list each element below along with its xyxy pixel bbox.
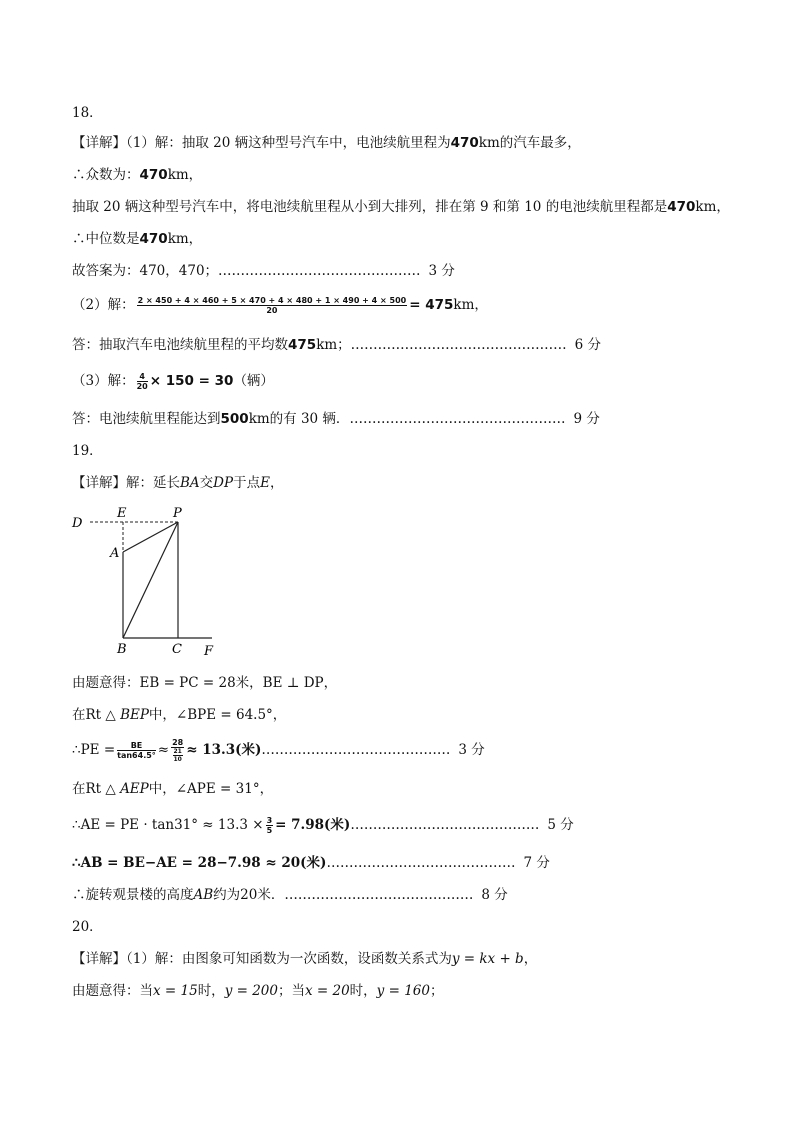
q18-number: 18．: [72, 105, 103, 121]
q20-number: 20．: [72, 919, 103, 935]
q18-line3: 抽取 20 辆这种型号汽车中，将电池续航里程从小到大排列，排在第 9 和第 10 的电池续航里程都是470km，: [72, 199, 730, 215]
label-P: P: [173, 506, 182, 521]
q18-line7: 答：抽取汽车电池续航里程的平均数475km；………………………………………… 6 分: [72, 337, 602, 353]
q19-line1: 【详解】解：延长BA交DP于点E，: [72, 475, 284, 491]
ratio-fraction: $\frac{4}{20}$: [136, 372, 148, 391]
q18-line6: （2）解： $\frac{2 \times 450 + 4 \times 460 + 5 \times 470 + 4 \times 480 + 1 \times 490 + 4 \times 500}{20}$ = 475km，: [72, 296, 488, 315]
label-D: D: [72, 516, 83, 531]
q19-line5: 在Rt △ AEP中，∠APE = 31°，: [72, 781, 274, 797]
geometry-figure: [64, 500, 224, 660]
score-3: 3 分: [428, 263, 455, 279]
three-fifths-fraction: $\frac{3}{5}$: [266, 816, 273, 835]
label-F: F: [204, 644, 214, 659]
q19-line6: ∴AE = PE · tan31° ≈ 13.3 × $\frac{3}{5}$ = 7.98(米)…………………………………… 5 分: [72, 816, 574, 835]
q20-tag: 【详解】: [72, 951, 126, 967]
q20-line1: 【详解】（1）解：由图象可知函数为一次函数，设函数关系式为y = kx + b，: [72, 951, 538, 967]
q19-line8: ∴旋转观景楼的高度AB约为20米．…………………………………… 8 分: [72, 887, 508, 903]
tan-approx-fraction: $\frac{28}{\frac{21}{10}}$: [172, 738, 184, 763]
q18-line5: 故答案为：470，470；……………………………………… 3 分: [72, 263, 455, 279]
q18-tag: 【详解】: [72, 135, 126, 151]
q19-line3: 在Rt △ BEP中，∠BPE = 64.5°，: [72, 707, 287, 723]
score-9: 9 分: [573, 411, 600, 427]
score-5: 5 分: [547, 817, 574, 833]
label-E: E: [117, 506, 127, 521]
mean-fraction: $\frac{2 \times 450 + 4 \times 460 + 5 \times 470 + 4 \times 480 + 1 \times 490 + 4 \times 500}{20}$: [137, 296, 407, 315]
score-6: 6 分: [574, 337, 602, 353]
q18-line8: （3）解： $\frac{4}{20}$ × 150 = 30（辆）: [72, 372, 274, 391]
q19-line4: ∴PE = $\frac{BE}{\tan 64.5^\circ}$ ≈ $\frac{28}{\frac{21}{10}}$ ≈ 13.3(米)…………………………………… 3 分: [72, 738, 485, 763]
q20-line2: 由题意得：当x = 15时，y = 200；当x = 20时，y = 160；: [72, 983, 444, 999]
segment-AP: [123, 522, 178, 552]
segment-BP: [123, 522, 178, 638]
q19-line2: 由题意得：EB = PC = 28米，BE ⊥ DP，: [72, 675, 338, 691]
q18-line2: ∴众数为：470km，: [72, 167, 203, 183]
label-C: C: [172, 642, 182, 657]
score-7: 7 分: [523, 855, 550, 871]
label-A: A: [110, 546, 120, 561]
score-3: 3 分: [458, 742, 485, 758]
q18-line4: ∴中位数是470km，: [72, 231, 203, 247]
q18-line1: 【详解】（1）解：抽取 20 辆这种型号汽车中，电池续航里程为470km的汽车最多，: [72, 135, 581, 151]
q19-tag: 【详解】: [72, 475, 126, 491]
label-B: B: [117, 642, 127, 657]
q18-line9: 答：电池续航里程能达到500km的有 30 辆．………………………………………… 9 分: [72, 411, 600, 427]
q19-line7: ∴AB = BE−AE = 28−7.98 ≈ 20(米)…………………………………… 7 分: [72, 855, 550, 871]
q19-number: 19．: [72, 443, 103, 459]
pe-fraction: $\frac{BE}{\tan 64.5^\circ}$: [117, 741, 156, 760]
score-8: 8 分: [481, 887, 508, 903]
